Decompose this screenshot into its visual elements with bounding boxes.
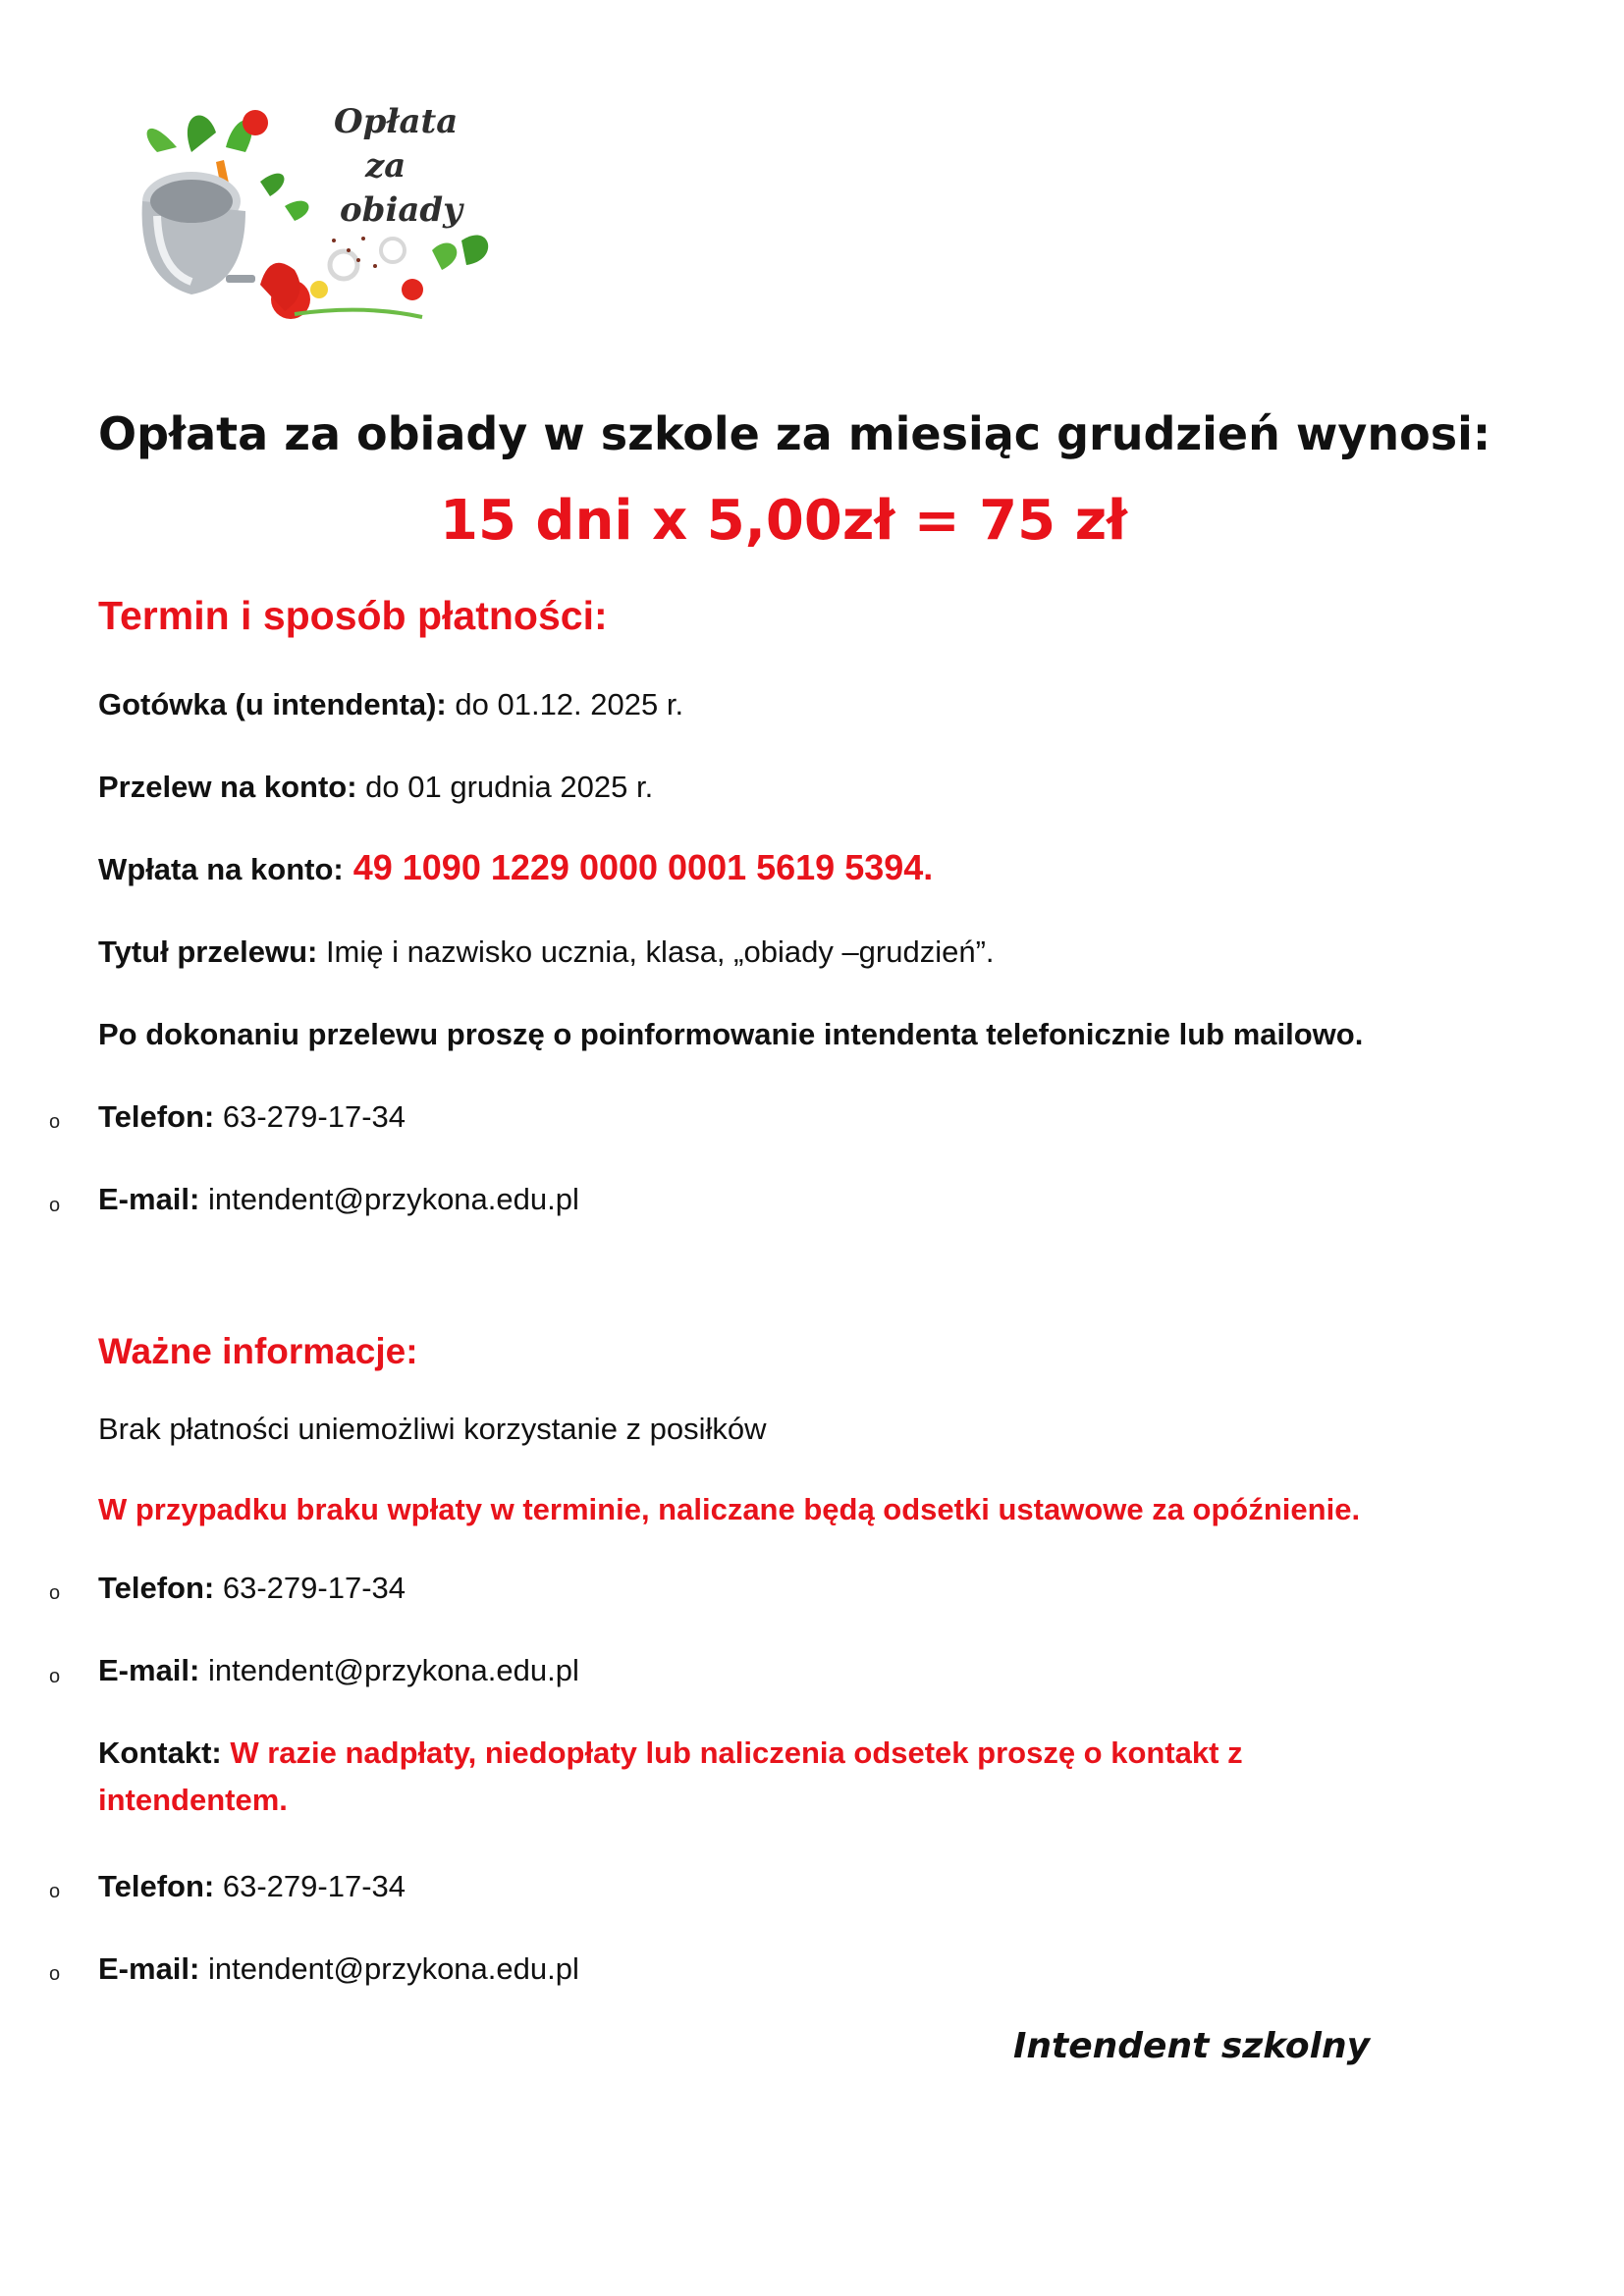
contact-line-2: intendentem. bbox=[98, 1783, 288, 1817]
cash-payment-value: do 01.12. 2025 r. bbox=[446, 687, 684, 721]
phone-label: Telefon: bbox=[98, 1099, 215, 1134]
phone-line bbox=[98, 1569, 406, 1608]
transfer-title-line bbox=[98, 933, 995, 972]
page-title: Opłata za obiady w szkole za miesiąc grudzień wynosi: bbox=[98, 407, 1491, 460]
bullet-icon: o bbox=[49, 1195, 61, 1216]
bullet-icon: o bbox=[49, 1963, 61, 1985]
phone-value: 63-279-17-34 bbox=[214, 1099, 406, 1134]
transfer-value: do 01 grudnia 2025 r. bbox=[356, 770, 654, 804]
email-label: E-mail: bbox=[98, 1951, 200, 1986]
email-value[interactable]: intendent@przykona.edu.pl bbox=[199, 1951, 579, 1986]
price-summary: 15 dni x 5,00zł = 75 zł bbox=[440, 489, 1127, 553]
bullet-icon: o bbox=[49, 1881, 61, 1902]
phone-line bbox=[98, 1097, 406, 1137]
transfer-line bbox=[98, 768, 653, 807]
contact-label: Kontakt: bbox=[98, 1735, 222, 1770]
phone-value: 63-279-17-34 bbox=[214, 1571, 406, 1605]
logo-text-line2: za bbox=[365, 146, 406, 186]
contact-text-1: W razie nadpłaty, niedopłaty lub naliczenia odsetek proszę o kontakt z bbox=[221, 1735, 1243, 1770]
signature: Intendent szkolny bbox=[1013, 2026, 1371, 2066]
important-line-2: W przypadku braku wpłaty w terminie, naliczane będą odsetki ustawowe za opóźnienie. bbox=[98, 1492, 1361, 1526]
bullet-icon: o bbox=[49, 1666, 61, 1687]
logo-text-line1: Opłata bbox=[334, 102, 459, 141]
contact-line-1 bbox=[98, 1734, 1243, 1773]
email-line bbox=[98, 1651, 579, 1690]
email-label: E-mail: bbox=[98, 1182, 200, 1216]
important-line-1: Brak płatności uniemożliwi korzystanie z posiłków bbox=[98, 1412, 767, 1446]
pot-vegetables-illustration bbox=[98, 93, 511, 339]
email-line bbox=[98, 1949, 579, 1989]
cash-payment-label: Gotówka (u intendenta): bbox=[98, 687, 447, 721]
email-label: E-mail: bbox=[98, 1653, 200, 1687]
phone-line bbox=[98, 1867, 406, 1906]
cash-payment-line bbox=[98, 685, 683, 724]
account-line bbox=[98, 848, 933, 889]
logo bbox=[98, 93, 511, 339]
phone-value: 63-279-17-34 bbox=[214, 1869, 406, 1903]
phone-label: Telefon: bbox=[98, 1571, 215, 1605]
transfer-title-value: Imię i nazwisko ucznia, klasa, „obiady –grudzień”. bbox=[317, 934, 995, 969]
bullet-icon: o bbox=[49, 1111, 61, 1133]
payment-notice: Po dokonaniu przelewu proszę o poinformowanie intendenta telefonicznie lub mailowo. bbox=[98, 1017, 1364, 1051]
important-heading: Ważne informacje: bbox=[98, 1331, 418, 1371]
logo-text-line3: obiady bbox=[340, 190, 462, 230]
phone-label: Telefon: bbox=[98, 1869, 215, 1903]
bullet-icon: o bbox=[49, 1582, 61, 1604]
email-line bbox=[98, 1180, 579, 1219]
transfer-title-label: Tytuł przelewu: bbox=[98, 934, 318, 969]
account-number: 49 1090 1229 0000 0001 5619 5394. bbox=[343, 847, 934, 887]
transfer-label: Przelew na konto: bbox=[98, 770, 357, 804]
email-value[interactable]: intendent@przykona.edu.pl bbox=[199, 1182, 579, 1216]
email-value[interactable]: intendent@przykona.edu.pl bbox=[199, 1653, 579, 1687]
payment-heading: Termin i sposób płatności: bbox=[98, 593, 608, 638]
account-label: Wpłata na konto: bbox=[98, 852, 344, 886]
